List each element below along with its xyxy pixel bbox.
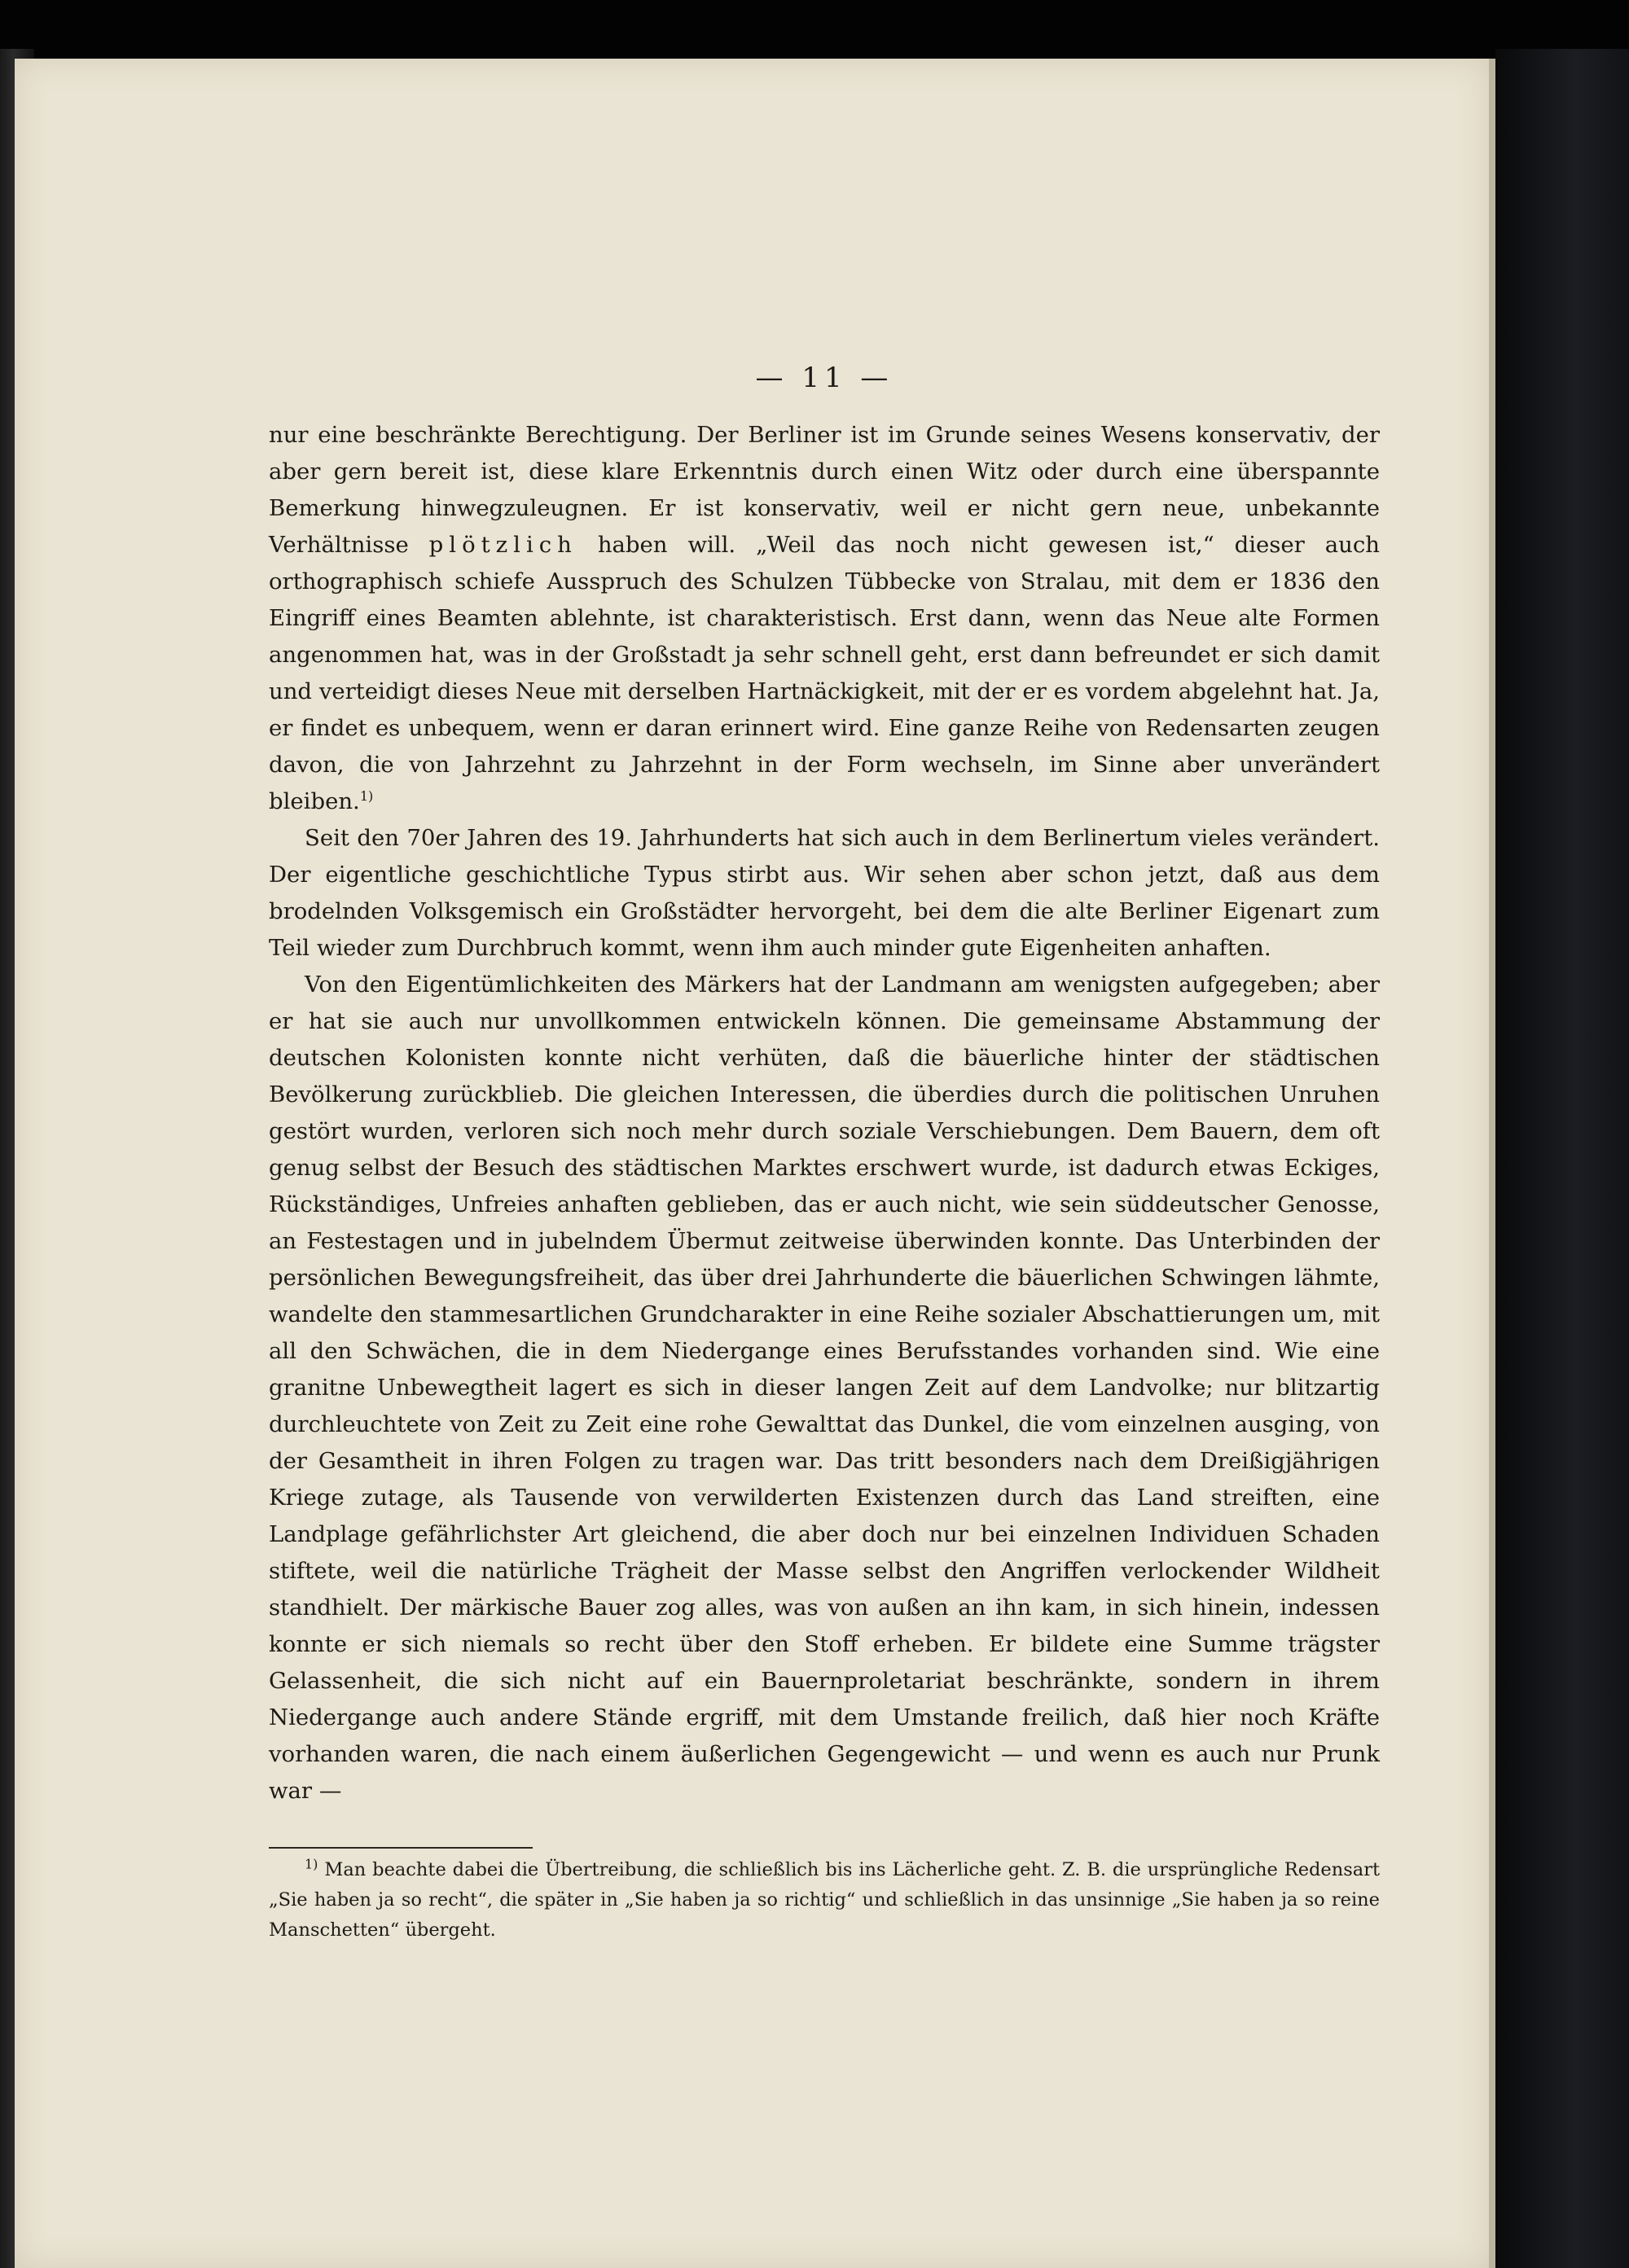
page-number: — 11 — [755, 362, 894, 394]
footnote-ref: 1) [359, 787, 374, 804]
footnote-divider [269, 1847, 533, 1849]
page-edge [1489, 59, 1495, 2268]
book-spine [1495, 49, 1629, 2268]
body-text [269, 417, 1380, 1810]
paragraph-3: Von den Eigentümlichkeiten des Märkers hat der Landmann am wenigsten aufgegeben; aber er hat sie auch nur unvollkommen entwickeln können. Die gemeinsame Abstammung der deutschen Kolonisten konnte nicht verhüten, daß die bäuerliche hinter der städtischen Bevölkerung zurückblieb. Die gleichen Interessen, die überdies durch die politischen Unruhen gestört wurden, verloren sich noch mehr durch soziale Verschiebungen. Dem Bauern, dem oft genug selbst der Besuch des städtischen Marktes erschwert wurde, ist dadurch etwas Eckiges, Rückständiges, Unfreies anhaften geblieben, das er auch nicht, wie sein süddeutscher Genosse, an Festestagen und in jubelndem Übermut zeitweise überwinden konnte. Das Unterbinden der persönlichen Bewegungsfreiheit, das über drei Jahrhunderte die bäuerlichen Schwingen lähmte, wandelte den stammesartlichen Grundcharakter in eine Reihe sozialer Abschattierungen um, mit all den Schwächen, die in dem Niedergange eines Berufsstandes vorhanden sind. Wie eine granitne Unbewegtheit lagert es sich in dieser langen Zeit auf dem Landvolke; nur blitzartig durchleuchtete von Zeit zu Zeit eine rohe Gewalttat das Dunkel, die vom einzelnen ausging, von der Gesamtheit in ihren Folgen zu tragen war. Das tritt besonders nach dem Dreißigjährigen Kriege zutage, als Tausende von verwilderten Existenzen durch das Land streiften, eine Landplage gefährlichster Art gleichend, die aber doch nur bei einzelnen Individuen Schaden stiftete, weil die natürliche Trägheit der Masse selbst den Angriffen verlockender Wildheit standhielt. Der märkische Bauer zog alles, was von außen an ihn kam, in sich hinein, indessen konnte er sich niemals so recht über den Stoff erheben. Er bildete eine Summe trägster Gelassenheit, die sich nicht auf ein Bauernproletariat beschränkte, sondern in ihrem Niedergange auch andere Stände ergriff, mit dem Umstande freilich, daß hier noch Kräfte vorhanden waren, die nach einem äußerlichen Gegengewicht — und wenn es auch nur Prunk war — [269, 972, 1380, 1804]
book-page [15, 59, 1489, 2268]
footnote-marker: 1) [305, 1856, 318, 1872]
emphasized-word: plötzlich [428, 532, 577, 558]
paragraph-1-text: nur eine beschränkte Berechtigung. Der Berliner ist im Grunde seines Wesens konservativ, der aber gern bereit ist, diese klare Erkenntnis durch einen Witz oder durch eine überspannte Bemerkung hinwegzuleugnen. Er ist konservativ, weil er nicht gern neue, unbekannte Verhältnisse [269, 422, 1380, 558]
paragraph-1 [269, 417, 1380, 820]
footnote-text: Man beachte dabei die Übertreibung, die schließlich bis ins Lächerliche geht. Z. B. die ursprüngliche Redensart „Sie haben ja so recht“, die später in „Sie haben ja so richtig“ und schließlich in das unsinnige „Sie haben ja so reine Manschetten“ übergeht. [269, 1859, 1380, 1941]
paragraph-1-text-cont: haben will. „Weil das noch nicht gewesen ist,“ dieser auch orthographisch schiefe Ausspruch des Schulzen Tübbecke von Stralau, mit dem er 1836 den Eingriff eines Beamten ablehnte, ist charakteristisch. Erst dann, wenn das Neue alte Formen angenommen hat, was in der Großstadt ja sehr schnell geht, erst dann befreundet er sich damit und verteidigt dieses Neue mit derselben Hartnäckigkeit, mit der er es vordem abgelehnt hat. Ja, er findet es unbequem, wenn er daran erinnert wird. Eine ganze Reihe von Redensarten zeugen davon, die von Jahrzehnt zu Jahrzehnt in der Form wechseln, im Sinne aber unverändert bleiben. [269, 532, 1380, 814]
footnote [269, 1855, 1380, 1946]
paragraph-2: Seit den 70er Jahren des 19. Jahrhunderts hat sich auch in dem Berlinertum vieles verändert. Der eigentliche geschichtliche Typus stirbt aus. Wir sehen aber schon jetzt, daß aus dem brodelnden Volksgemisch ein Großstädter hervorgeht, bei dem die alte Berliner Eigenart zum Teil wieder zum Durchbruch kommt, wenn ihm auch minder gute Eigenheiten anhaften. [269, 825, 1380, 961]
